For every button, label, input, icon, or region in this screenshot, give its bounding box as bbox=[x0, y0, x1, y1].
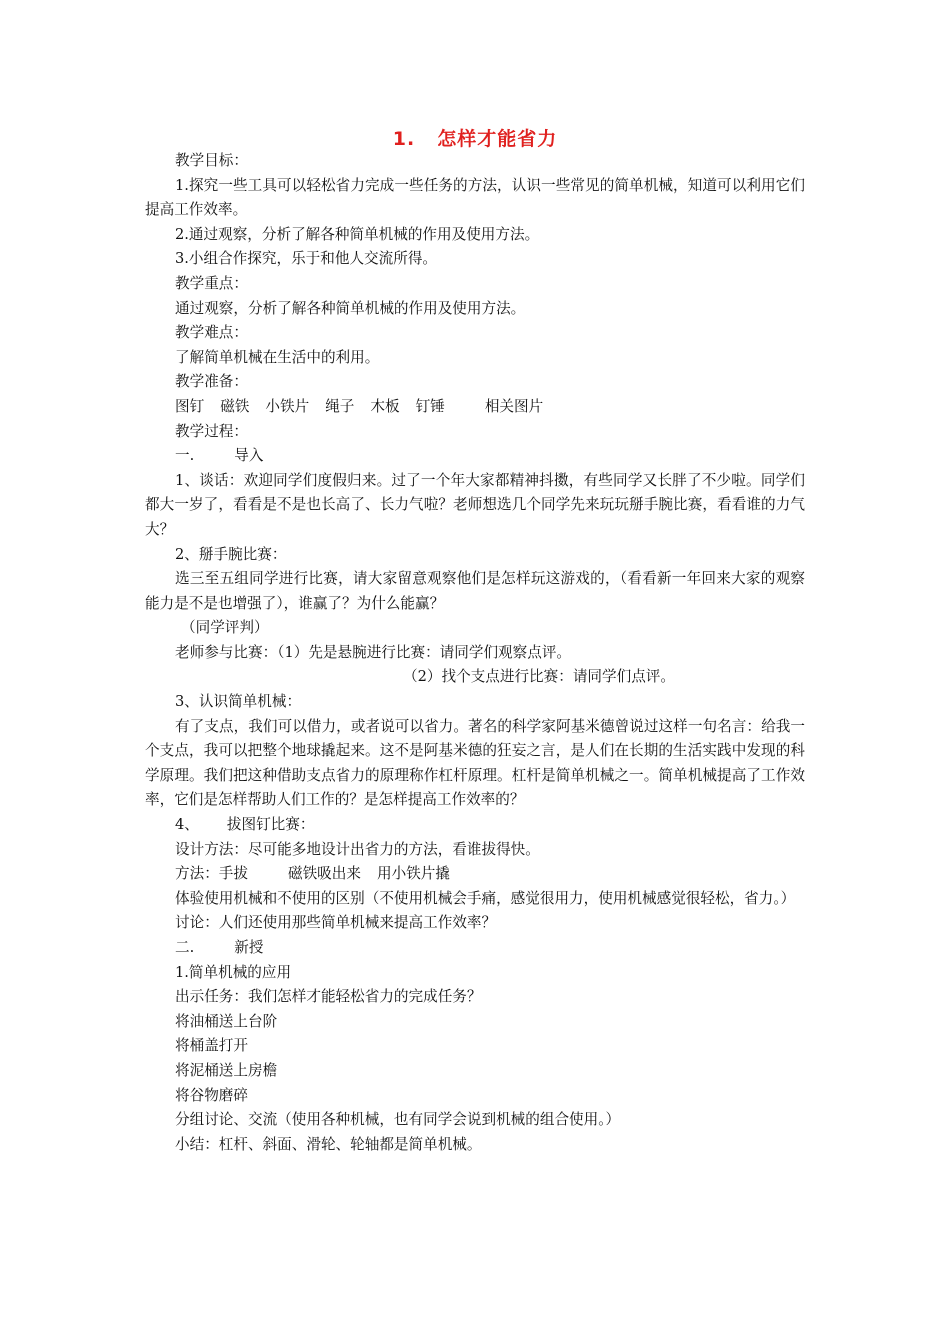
student-judging: （同学评判） bbox=[181, 619, 269, 637]
summary: 小结：杠杆、斜面、滑轮、轮轴都是简单机械。 bbox=[175, 1135, 482, 1153]
subheading-arm-wrestling: 2、掰手腕比赛： bbox=[175, 545, 287, 563]
key-points-text: 通过观察，分析了解各种简单机械的作用及使用方法。 bbox=[175, 299, 526, 317]
objective-3: 3.小组合作探究，乐于和他人交流所得。 bbox=[175, 250, 438, 268]
task-item: 将油桶送上台阶 bbox=[175, 1012, 278, 1030]
paragraph-arm-wrestling: 选三至五组同学进行比赛，请大家留意观察他们是怎样玩这游戏的，（看看新一年回来大家的观察能力是不是也增强了），谁赢了？为什么能赢？ bbox=[145, 570, 805, 612]
page-title bbox=[0, 124, 950, 151]
paragraph-talk: 1、谈话：欢迎同学们度假归来。过了一个年大家都精神抖擞，有些同学又长胖了不少啦。同学们都大一岁了，看看是不是也长高了、长力气啦？老师想选几个同学先来玩玩掰手腕比赛，看看谁的力气大？ bbox=[145, 471, 805, 538]
document-body bbox=[145, 149, 805, 1157]
heading-preparation: 教学准备： bbox=[175, 373, 248, 391]
paragraph-lever: 有了支点，我们可以借力，或者说可以省力。著名的科学家阿基米德曾说过这样一句名言：给我一个支点，我可以把整个地球撬起来。这不是阿基米德的狂妄之言，是人们在长期的生活实践中发现的科学原理。我们把这种借助支点省力的原理称作杠杆原理。杠杆是简单机械之一。简单机械提高了工作效率，它们是怎样帮助人们工作的？是怎样提高工作效率的？ bbox=[145, 717, 805, 809]
section-1-title: 导入 bbox=[234, 447, 264, 465]
title-number: 1. bbox=[392, 128, 416, 150]
section-1-heading bbox=[145, 444, 805, 469]
section-1-number: 一. bbox=[175, 447, 195, 465]
pin-contest-title: 拔图钉比赛： bbox=[226, 816, 315, 834]
section-2-number: 二. bbox=[175, 939, 195, 956]
title-text: 怎样才能省力 bbox=[437, 128, 558, 150]
heading-objectives: 教学目标： bbox=[175, 152, 248, 169]
heading-key-points: 教学重点： bbox=[175, 274, 248, 292]
subheading-applications: 1.简单机械的应用 bbox=[175, 963, 292, 981]
materials-list bbox=[145, 395, 805, 420]
group-discussion: 分组讨论、交流（使用各种机械，也有同学会说到机械的组合使用。） bbox=[175, 1111, 621, 1129]
material-item: 磁铁 bbox=[220, 397, 250, 415]
subheading-pin-contest bbox=[145, 813, 805, 838]
material-item: 绳子 bbox=[325, 397, 355, 415]
pin-contest-number: 4、 bbox=[175, 816, 199, 834]
material-item: 木板 bbox=[370, 397, 400, 415]
task-item: 将泥桶送上房檐 bbox=[175, 1061, 278, 1079]
task-prompt: 出示任务：我们怎样才能轻松省力的完成任务？ bbox=[175, 988, 482, 1006]
method-item: 用小铁片撬 bbox=[376, 865, 450, 883]
paragraph-experience: 体验使用机械和不使用的区别（不使用机械会手痛，感觉很用力，使用机械感觉很轻松，省力。） bbox=[175, 889, 796, 907]
teacher-participation-2: （2）找个支点进行比赛：请同学们点评。 bbox=[403, 668, 675, 686]
methods-line bbox=[145, 862, 805, 887]
task-item: 将桶盖打开 bbox=[175, 1037, 248, 1055]
heading-process: 教学过程： bbox=[175, 422, 248, 440]
task-item: 将谷物磨碎 bbox=[175, 1086, 248, 1104]
method-label: 方法：手拔 bbox=[175, 865, 248, 883]
material-item: 相关图片 bbox=[484, 397, 544, 415]
objective-1: 1.探究一些工具可以轻松省力完成一些任务的方法，认识一些常见的简单机械，知道可以利用它们提高工作效率。 bbox=[145, 176, 805, 219]
section-2-heading bbox=[145, 936, 805, 961]
material-item: 小铁片 bbox=[265, 397, 310, 415]
material-item: 图钉 bbox=[175, 397, 205, 415]
material-item: 钉锤 bbox=[415, 397, 445, 415]
discussion: 讨论：人们还使用那些简单机械来提高工作效率？ bbox=[175, 914, 497, 932]
section-2-title: 新授 bbox=[234, 939, 264, 956]
subheading-simple-machines: 3、认识简单机械： bbox=[175, 693, 302, 711]
teacher-participation: 老师参与比赛：（1）先是悬腕进行比赛：请同学们观察点评。 bbox=[175, 643, 572, 661]
objective-2: 2.通过观察，分析了解各种简单机械的作用及使用方法。 bbox=[175, 225, 540, 243]
difficulties-text: 了解简单机械在生活中的利用。 bbox=[175, 348, 380, 366]
design-method: 设计方法：尽可能多地设计出省力的方法，看谁拔得快。 bbox=[175, 840, 540, 858]
method-item: 磁铁吸出来 bbox=[287, 865, 361, 883]
heading-difficulties: 教学难点： bbox=[175, 324, 248, 342]
